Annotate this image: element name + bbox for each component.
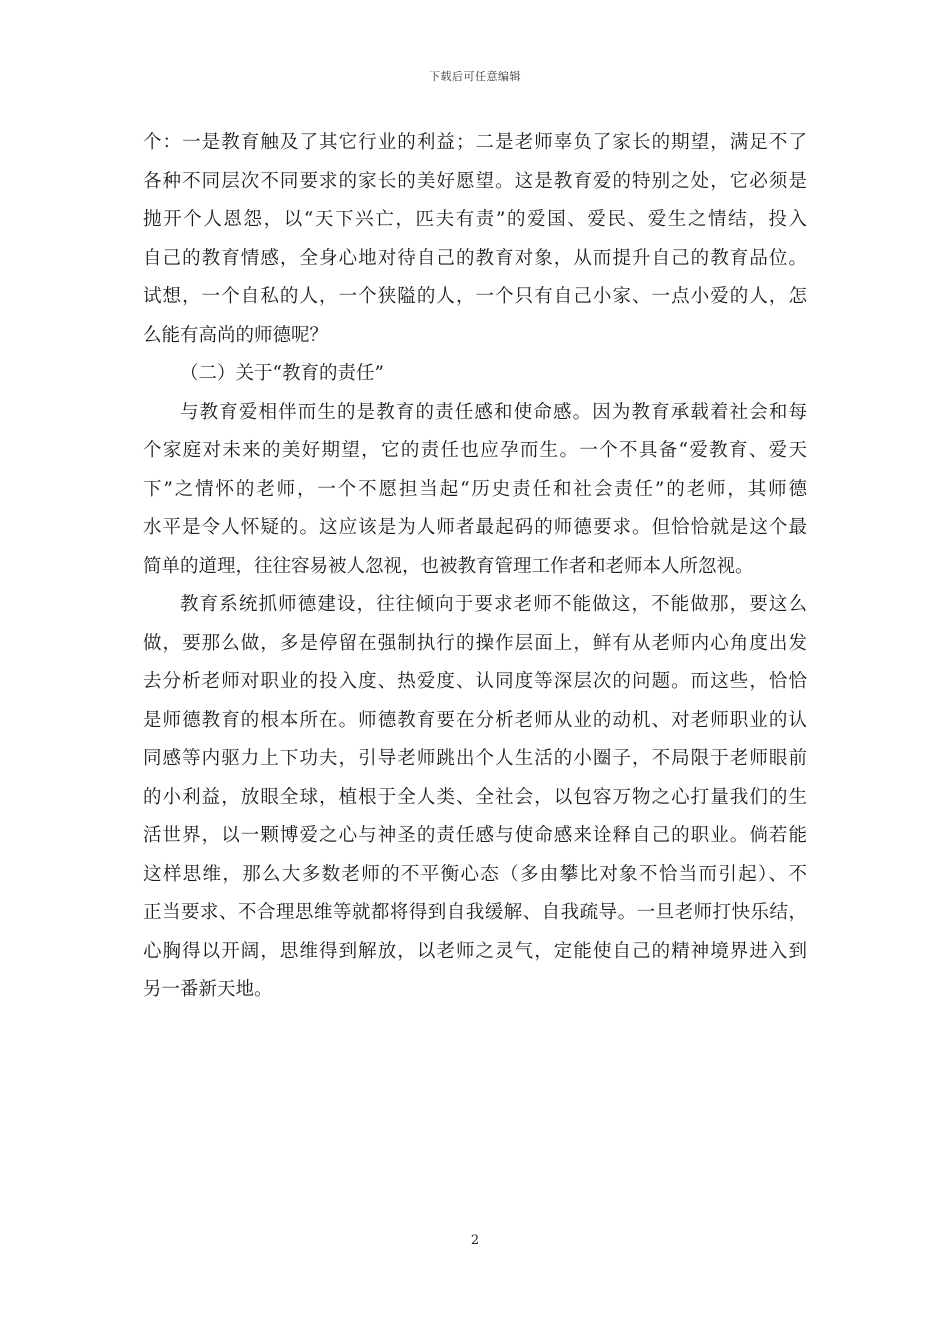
page-header: 下载后可任意编辑	[429, 70, 521, 83]
page-number: 2	[470, 1233, 480, 1248]
text-line: 抛开个人恩怨，以“天下兴亡，匹夫有责”的爱国、爱民、爱生之情结，投入	[143, 209, 807, 230]
text-line: 与教育爱相伴而生的是教育的责任感和使命感。因为教育承载着社会和每	[180, 401, 807, 423]
section-heading: （二）关于“教育的责任”	[180, 363, 384, 384]
text-line: 个：一是教育触及了其它行业的利益；二是老师辜负了家长的期望，满足不了	[143, 132, 807, 153]
document-body	[143, 124, 807, 1010]
text-line: 正当要求、不合理思维等就都将得到自我缓解、自我疏导。一旦老师打快乐结，	[143, 902, 807, 923]
text-line: 去分析老师对职业的投入度、热爱度、认同度等深层次的问题。而这些，恰恰	[143, 671, 807, 692]
text-line: 个家庭对未来的美好期望，它的责任也应孕而生。一个不具备“爱教育、爱天	[143, 440, 807, 461]
text-line: 教育系统抓师德建设，往往倾向于要求老师不能做这，不能做那，要这么	[180, 594, 807, 615]
text-line: 下”之情怀的老师，一个不愿担当起“历史责任和社会责任”的老师，其师德	[143, 478, 807, 500]
text-line: 的小利益，放眼全球，植根于全人类、全社会，以包容万物之心打量我们的生	[143, 786, 807, 808]
text-line: 同感等内驱力上下功夫，引导老师跳出个人生活的小圈子，不局限于老师眼前	[143, 748, 807, 769]
text-line: 活世界，以一颗博爱之心与神圣的责任感与使命感来诠释自己的职业。倘若能	[143, 825, 807, 846]
text-line: 自己的教育情感，全身心地对待自己的教育对象，从而提升自己的教育品位。	[143, 247, 807, 269]
text-line: 么能有高尚的师德呢？	[143, 324, 329, 346]
text-line: 这样思维，那么大多数老师的不平衡心态（多由攀比对象不恰当而引起）、不	[143, 863, 807, 885]
text-line: 试想，一个自私的人，一个狭隘的人，一个只有自己小家、一点小爱的人，怎	[143, 286, 807, 307]
text-line: 做，要那么做，多是停留在强制执行的操作层面上，鲜有从老师内心角度出发	[143, 632, 807, 654]
text-line: 另一番新天地。	[143, 979, 273, 1000]
text-line: 是师德教育的根本所在。师德教育要在分析老师从业的动机、对老师职业的认	[143, 709, 807, 731]
text-line: 心胸得以开阔，思维得到解放，以老师之灵气，定能使自己的精神境界进入到	[143, 940, 807, 962]
text-line: 各种不同层次不同要求的家长的美好愿望。这是教育爱的特别之处，它必须是	[143, 170, 807, 192]
text-line: 水平是令人怀疑的。这应该是为人师者最起码的师德要求。但恰恰就是这个最	[143, 517, 807, 538]
text-line: 简单的道理，往往容易被人忽视，也被教育管理工作者和老师本人所忽视。	[143, 555, 754, 577]
